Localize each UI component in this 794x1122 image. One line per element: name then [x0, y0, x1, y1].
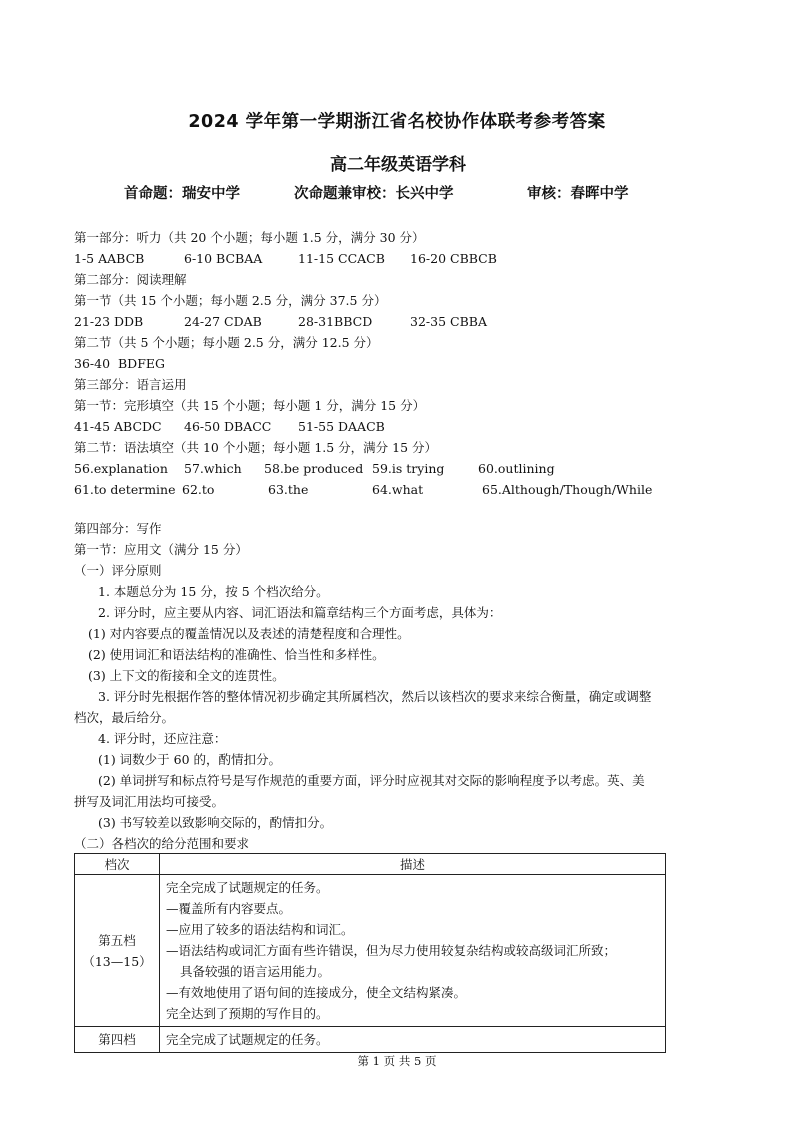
page-subtitle: 高二年级英语学科 — [330, 155, 466, 175]
part3-section2-heading: 第二节：语法填空（共 10 个小题；每小题 1.5 分，满分 15 分） — [74, 440, 438, 455]
grammar-answer: 58.be produced — [264, 461, 364, 476]
description-cell — [160, 1027, 666, 1053]
description-line: —语法结构或词汇方面有些许错误，但为尽力使用较复杂结构或较高级词汇所致； — [166, 943, 617, 958]
credit-first-setter: 首命题：瑞安中学 — [124, 186, 240, 202]
levels-heading: （二）各档次的给分范围和要求 — [74, 836, 250, 851]
page-title: 2024 学年第一学期浙江省名校协作体联考参考答案 — [188, 112, 606, 132]
grammar-answers-row2 — [74, 479, 674, 500]
part2-section2-answers: 36-40 BDFEG — [74, 356, 165, 371]
answer-group: 21-23 DDB — [74, 314, 144, 329]
table-row — [75, 875, 666, 1027]
principle-1: 1. 本题总分为 15 分，按 5 个档次给分。 — [98, 584, 329, 599]
grammar-answer: 63.the — [268, 482, 309, 497]
description-line: —覆盖所有内容要点。 — [166, 901, 292, 916]
answer-group: 41-45 ABCDC — [74, 419, 162, 434]
level-cell — [75, 1027, 160, 1053]
part2-section2-heading: 第二节（共 5 个小题；每小题 2.5 分，满分 12.5 分） — [74, 335, 379, 350]
answer-group: 51-55 DAACB — [298, 419, 385, 434]
principle-4-item: (1) 词数少于 60 的，酌情扣分。 — [98, 752, 282, 767]
grammar-answer: 65.Although/Though/While — [482, 482, 653, 497]
principle-4-item-cont: 拼写及词汇用法均可接受。 — [74, 794, 225, 809]
answer-group: 46-50 DBACC — [184, 419, 272, 434]
grammar-answer: 64.what — [372, 482, 424, 497]
grammar-answer: 59.is trying — [372, 461, 445, 476]
credit-reviewer: 审核：春晖中学 — [527, 186, 629, 202]
part2-heading: 第二部分：阅读理解 — [74, 272, 187, 287]
description-line: 完全完成了试题规定的任务。 — [166, 1032, 329, 1047]
principle-2: 2. 评分时，应主要从内容、词汇语法和篇章结构三个方面考虑，具体为： — [98, 605, 502, 620]
grammar-answers-row1 — [74, 458, 674, 479]
answer-group: 28-31BBCD — [298, 314, 373, 329]
description-line: —应用了较多的语法结构和词汇。 — [166, 922, 354, 937]
principle-3-line2: 档次，最后给分。 — [74, 710, 175, 725]
grading-table — [74, 853, 666, 1053]
part1-heading: 第一部分：听力（共 20 个小题；每小题 1.5 分，满分 30 分） — [74, 230, 425, 245]
answer-group: 6-10 BCBAA — [184, 251, 263, 266]
part4-section1-heading: 第一节：应用文（满分 15 分） — [74, 542, 248, 557]
part4-heading: 第四部分：写作 — [74, 521, 162, 536]
principle-4: 4. 评分时，还应注意： — [98, 731, 227, 746]
table-header-row — [75, 854, 666, 875]
credit-second-setter: 次命题兼审校：长兴中学 — [294, 186, 454, 202]
column-header-level: 档次 — [75, 854, 160, 875]
part2-section1-answers — [74, 311, 674, 332]
level-name: 第四档 — [98, 1032, 136, 1047]
answer-group: 16-20 CBBCB — [410, 251, 497, 266]
grammar-answer: 60.outlining — [478, 461, 555, 476]
answer-group: 11-15 CCACB — [298, 251, 385, 266]
credits — [0, 182, 794, 202]
part2-section1-heading: 第一节（共 15 个小题；每小题 2.5 分，满分 37.5 分） — [74, 293, 387, 308]
principle-4-item: (2) 单词拼写和标点符号是写作规范的重要方面，评分时应视其对交际的影响程度予以考虑。英、美 — [98, 773, 645, 788]
grammar-answer: 57.which — [184, 461, 242, 476]
page-number: 第 1 页 共 5 页 — [357, 1054, 437, 1068]
part3-section1-answers — [74, 416, 674, 437]
answer-group: 32-35 CBBA — [410, 314, 487, 329]
part1-answers — [74, 248, 674, 269]
answer-group: 24-27 CDAB — [184, 314, 262, 329]
level-range: （13—15） — [82, 953, 152, 969]
level-cell — [75, 875, 160, 1027]
description-line: —有效地使用了语句间的连接成分，使全文结构紧凑。 — [166, 985, 467, 1000]
answer-group: 1-5 AABCB — [74, 251, 145, 266]
principle-2-item: (2) 使用词汇和语法结构的准确性、恰当性和多样性。 — [88, 647, 385, 662]
level-name: 第五档 — [98, 932, 136, 948]
description-line: 具备较强的语言运用能力。 — [180, 964, 331, 979]
principle-2-item: (3) 上下文的衔接和全文的连贯性。 — [88, 668, 285, 683]
description-cell — [160, 875, 666, 1027]
principle-3-line1: 3. 评分时先根据作答的整体情况初步确定其所属档次，然后以该档次的要求来综合衡量，确定或调整 — [98, 689, 652, 704]
column-header-description: 描述 — [160, 854, 666, 875]
principles-heading: （一）评分原则 — [74, 563, 162, 578]
description-line: 完全达到了预期的写作目的。 — [166, 1006, 329, 1021]
description-line: 完全完成了试题规定的任务。 — [166, 880, 329, 895]
grammar-answer: 61.to determine — [74, 482, 176, 497]
principle-2-item: (1) 对内容要点的覆盖情况以及表述的清楚程度和合理性。 — [88, 626, 410, 641]
grammar-answer: 62.to — [182, 482, 215, 497]
grammar-answer: 56.explanation — [74, 461, 168, 476]
table-row — [75, 1027, 666, 1053]
answer-content — [74, 227, 674, 854]
part3-heading: 第三部分：语言运用 — [74, 377, 187, 392]
principle-4-item: (3) 书写较差以致影响交际的，酌情扣分。 — [98, 815, 333, 830]
part3-section1-heading: 第一节：完形填空（共 15 个小题；每小题 1 分，满分 15 分） — [74, 398, 426, 413]
